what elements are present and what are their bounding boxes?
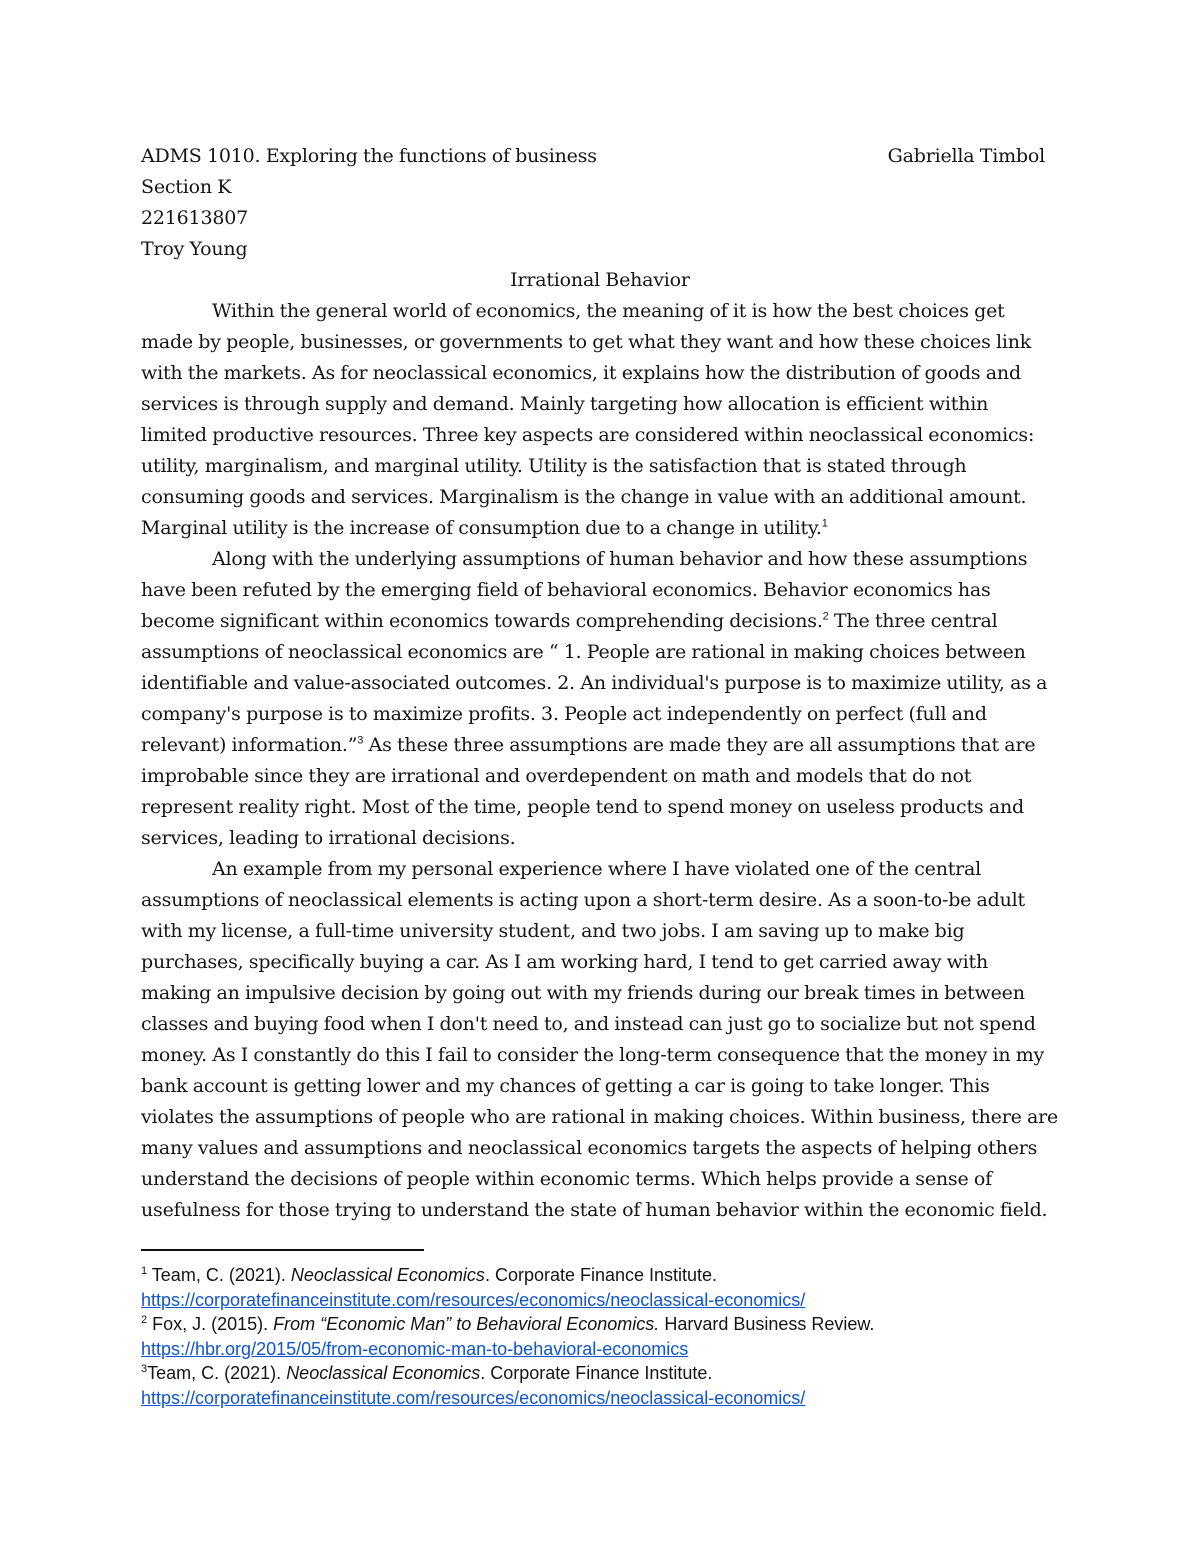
course-title: ADMS 1010. Exploring the functions of business xyxy=(141,145,597,167)
footnote-1-prefix: Team, C. (2021). xyxy=(147,1265,291,1285)
footnote-1-publisher: . Corporate Finance Institute. xyxy=(484,1265,718,1285)
footnote-ref-2[interactable]: 2 xyxy=(822,610,829,623)
footnote-ref-1[interactable]: 1 xyxy=(821,517,828,530)
paragraph-2-text-a: Along with the underlying assumptions of human behavior and how these assumptions have been refuted by the emerging field of behavioral economics. Behavior economics has become significant within economics towards comprehending decisions. xyxy=(141,548,1028,632)
footnote-1-number: 1 xyxy=(141,1265,148,1277)
paragraph-2-text-c: As these three assumptions are made they are all assumptions that are improbable since they are irrational and overdependent on math and models that do not represent reality right. Most of the time, people tend to spend money on useless products and services, leading to irrational decisions. xyxy=(141,734,1036,849)
footnote-3-source-title: Neoclassical Economics xyxy=(286,1363,481,1383)
student-id: 221613807 xyxy=(141,207,248,229)
paragraph-1 xyxy=(141,296,1059,544)
footnote-3 xyxy=(141,1361,1071,1386)
header-row xyxy=(141,141,1045,172)
footnote-3-link-line xyxy=(141,1386,1071,1411)
footnote-2-link[interactable]: https://hbr.org/2015/05/from-economic-man-to-behavioral-economics xyxy=(141,1338,689,1359)
footnote-1 xyxy=(141,1263,1071,1288)
essay-title: Irrational Behavior xyxy=(510,269,690,291)
footnote-2-publisher: Harvard Business Review. xyxy=(659,1314,875,1334)
footnote-3-prefix: Team, C. (2021). xyxy=(147,1363,287,1383)
footnote-1-link-line xyxy=(141,1288,1071,1313)
instructor-name: Troy Young xyxy=(141,238,248,260)
footnote-3-number: 3 xyxy=(141,1363,148,1375)
footnote-separator xyxy=(141,1249,424,1251)
footnote-2-link-line xyxy=(141,1337,1071,1362)
paragraph-3 xyxy=(141,854,1059,1226)
document-body xyxy=(141,141,1071,1226)
footnote-2-number: 2 xyxy=(141,1314,148,1326)
footnote-2-source-title: From “Economic Man” to Behavioral Economics. xyxy=(273,1314,660,1334)
footnote-ref-3[interactable]: 3 xyxy=(357,734,364,747)
footnote-3-link[interactable]: https://corporatefinanceinstitute.com/resources/economics/neoclassical-economics/ xyxy=(141,1387,806,1408)
section-label: Section K xyxy=(141,176,232,198)
paragraph-3-text: An example from my personal experience where I have violated one of the central assumptions of neoclassical elements is acting upon a short-term desire. As a soon-to-be adult with my license, a full-time university student, and two jobs. I am saving up to make big purchases, specifically buying a car. As I am working hard, I tend to get carried away with making an impulsive decision by going out with my friends during our break times in between classes and buying food when I don't need to, and instead can just go to socialize but not spend money. As I constantly do this I fail to consider the long-term consequence that the money in my bank account is getting lower and my chances of getting a car is going to take longer. This violates the assumptions of people who are rational in making choices. Within business, there are many values and assumptions and neoclassical economics targets the aspects of helping others understand the decisions of people within economic terms. Which helps provide a sense of usefulness for those trying to understand the state of human behavior within the economic field. xyxy=(141,858,1059,1221)
paragraph-1-text: Within the general world of economics, the meaning of it is how the best choices get made by people, businesses, or governments to get what they want and how these choices link with the markets. As for neoclassical economics, it explains how the distribution of goods and services is through supply and demand. Mainly targeting how allocation is efficient within limited productive resources. Three key aspects are considered within neoclassical economics: utility, marginalism, and marginal utility. Utility is the satisfaction that is stated through consuming goods and services. Marginalism is the change in value with an additional amount. Marginal utility is the increase of consumption due to a change in utility. xyxy=(141,300,1035,539)
footnote-1-source-title: Neoclassical Economics xyxy=(290,1265,485,1285)
footnote-3-publisher: . Corporate Finance Institute. xyxy=(480,1363,713,1383)
footnote-2 xyxy=(141,1312,1071,1337)
footnotes xyxy=(141,1263,1071,1410)
paragraph-2-text-b: The three central assumptions of neoclassical economics are “ 1. People are rational in making choices between identifiable and value-associated outcomes. 2. An individual's purpose is to maximize utility, as a company's purpose is to maximize profits. 3. People act independently on perfect (full and relevant) information.” xyxy=(141,610,1048,756)
author-name: Gabriella Timbol xyxy=(887,145,1045,167)
footnote-2-prefix: Fox, J. (2015). xyxy=(147,1314,274,1334)
footnote-1-link[interactable]: https://corporatefinanceinstitute.com/resources/economics/neoclassical-economics/ xyxy=(141,1289,806,1310)
paragraph-2 xyxy=(141,544,1059,854)
